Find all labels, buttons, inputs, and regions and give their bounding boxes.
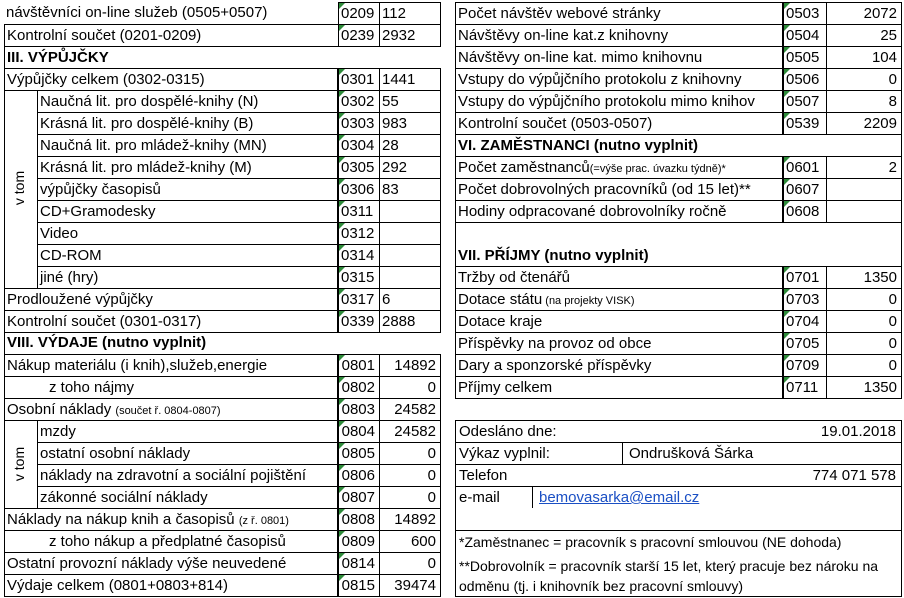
row-label: Počet návštěv webové stránky <box>455 2 783 25</box>
row-value[interactable]: 0 <box>379 486 441 509</box>
row-code: 0608 <box>783 200 827 223</box>
row-value[interactable]: 600 <box>379 530 441 553</box>
row-label <box>455 288 783 311</box>
row-code: 0314 <box>338 244 380 267</box>
row-label-main: Příjmy celkem <box>458 379 553 396</box>
row-value[interactable]: 0 <box>826 332 902 355</box>
row-value[interactable] <box>826 178 902 201</box>
row-value[interactable]: 8 <box>826 90 902 113</box>
row-value[interactable] <box>379 266 441 289</box>
row-label-main: Tržby od čtenářů <box>458 269 570 286</box>
row-code: 0339 <box>338 310 380 333</box>
row-code: 0304 <box>338 134 380 157</box>
row-code: 0803 <box>338 398 380 421</box>
row-code: 0808 <box>338 508 380 531</box>
row-value[interactable]: 24582 <box>379 398 441 421</box>
row-label-main: Dary a sponzorské příspěvky <box>458 357 652 374</box>
row-code: 0539 <box>783 112 827 135</box>
author-name[interactable]: Ondrušková Šárka <box>622 443 900 464</box>
row-value[interactable]: 983 <box>379 112 441 135</box>
sent-date[interactable]: 19.01.2018 <box>820 423 896 440</box>
row-value[interactable]: 0 <box>379 464 441 487</box>
row-label-main: Náklady na nákup knih a časopisů <box>7 511 235 528</box>
row-code: 0312 <box>338 222 380 245</box>
row-label-main: Příspěvky na provoz od obce <box>458 335 652 352</box>
section-heading-zamestnanci: VI. ZAMĚSTNANCI (nutno vyplnit) <box>455 134 902 157</box>
section-heading-vypujcky: III. VÝPŮJČKY <box>4 46 441 69</box>
row-label: mzdy <box>37 420 338 443</box>
row-code: 0315 <box>338 266 380 289</box>
row-code: 0801 <box>338 354 380 377</box>
row-value[interactable]: 2888 <box>379 310 441 333</box>
row-value[interactable] <box>379 222 441 245</box>
row-label <box>455 354 783 377</box>
row-value[interactable]: 1350 <box>826 376 902 399</box>
row-label: Kontrolní součet (0201-0209) <box>4 24 338 47</box>
row-value[interactable]: 24582 <box>379 420 441 443</box>
row-label-note: (z ř. 0801) <box>238 515 289 527</box>
row-label: Kontrolní součet (0503-0507) <box>455 112 783 135</box>
note-volunteer: **Dobrovolník = pracovník starší 15 let, který pracuje bez nároku na odměnu (tj. i knihovník bez pracovní smlouvy) <box>459 558 879 594</box>
row-value[interactable]: 0 <box>826 288 902 311</box>
row-value[interactable]: 28 <box>379 134 441 157</box>
phone-label: Telefon <box>459 467 508 484</box>
row-code: 0802 <box>338 376 380 399</box>
row-code: 0805 <box>338 442 380 465</box>
phone-value[interactable]: 774 071 578 <box>812 467 896 484</box>
row-label-note: (na projekty VISK) <box>542 295 635 307</box>
row-label: Návštěvy on-line kat.z knihovny <box>455 24 783 47</box>
row-value[interactable] <box>379 200 441 223</box>
note-employee: *Zaměstnanec = pracovník s pracovní smlouvou (NE dohoda) <box>459 534 842 550</box>
row-code: 0806 <box>338 464 380 487</box>
row-label: zákonné sociální náklady <box>37 486 338 509</box>
row-code: 0704 <box>783 310 827 333</box>
row-label-main: Dotace státu <box>458 291 543 308</box>
row-code: 0809 <box>338 530 380 553</box>
row-code: 0311 <box>338 200 380 223</box>
row-value[interactable]: 2932 <box>379 24 441 47</box>
row-value[interactable]: 0 <box>379 552 441 575</box>
section-heading-prijmy: VII. PŘÍJMY (nutno vyplnit) <box>455 222 902 266</box>
row-label: náklady na zdravotní a sociální pojištění <box>37 464 338 487</box>
row-label: Vstupy do výpůjčního protokolu z knihovny <box>455 68 783 91</box>
row-code: 0506 <box>783 68 827 91</box>
vtom-label: v tom <box>11 170 27 206</box>
row-value[interactable]: 1441 <box>379 68 441 91</box>
row-value[interactable]: 1350 <box>826 266 902 289</box>
row-code: 0705 <box>783 332 827 355</box>
vtom-label: v tom <box>11 446 27 482</box>
row-label: z toho nájmy <box>4 376 338 399</box>
row-code: 0303 <box>338 112 380 135</box>
row-label <box>455 332 783 355</box>
row-label: ostatní osobní náklady <box>37 442 338 465</box>
row-label-main: Osobní náklady <box>7 401 112 418</box>
row-value[interactable]: 6 <box>379 288 441 311</box>
row-label <box>455 156 783 179</box>
row-label: CD+Gramodesky <box>37 200 338 223</box>
section-heading-vydaje: VIII. VÝDAJE (nutno vyplnit) <box>4 332 441 355</box>
row-label <box>455 266 783 289</box>
row-label-main: Dotace kraje <box>458 313 543 330</box>
row-label <box>4 398 338 421</box>
row-code: 0503 <box>783 2 827 25</box>
row-label <box>455 376 783 399</box>
row-label-note: (součet ř. 0804-0807) <box>115 405 221 417</box>
row-label-note: (=výše prac. úvazku týdně)* <box>589 163 726 175</box>
row-value[interactable]: 55 <box>379 90 441 113</box>
row-label <box>455 310 783 333</box>
row-code: 0317 <box>338 288 380 311</box>
row-code: 0601 <box>783 156 827 179</box>
row-value[interactable]: 2209 <box>826 112 902 135</box>
row-label: Kontrolní součet (0301-0317) <box>4 310 338 333</box>
row-value[interactable]: 0 <box>379 442 441 465</box>
row-label: z toho nákup a předplatné časopisů <box>4 530 338 553</box>
row-value[interactable]: 14892 <box>379 354 441 377</box>
sent-label: Odesláno dne: <box>459 423 557 440</box>
row-value[interactable] <box>379 244 441 267</box>
row-code: 0807 <box>338 486 380 509</box>
row-label: Krásná lit. pro mládež-knihy (M) <box>37 156 338 179</box>
row-code: 0306 <box>338 178 380 201</box>
row-label: Naučná lit. pro mládež-knihy (MN) <box>37 134 338 157</box>
row-code: 0504 <box>783 24 827 47</box>
row-code: 0814 <box>338 552 380 575</box>
row-value[interactable]: 104 <box>826 46 902 69</box>
row-value[interactable] <box>826 200 902 223</box>
row-label: Naučná lit. pro dospělé-knihy (N) <box>37 90 338 113</box>
row-label: Vstupy do výpůjčního protokolu mimo knihov <box>455 90 783 113</box>
row-value[interactable]: 25 <box>826 24 902 47</box>
row-code: 0701 <box>783 266 827 289</box>
row-label: výpůjčky časopisů <box>37 178 338 201</box>
row-label <box>4 508 338 531</box>
row-label: Ostatní provozní náklady výše neuvedené <box>4 552 338 575</box>
row-code: 0703 <box>783 288 827 311</box>
row-code: 0804 <box>338 420 380 443</box>
row-code: 0815 <box>338 574 380 597</box>
row-code: 0607 <box>783 178 827 201</box>
row-value[interactable]: 2 <box>826 156 902 179</box>
row-label: Krásná lit. pro dospělé-knihy (B) <box>37 112 338 135</box>
row-value[interactable]: 39474 <box>379 574 441 597</box>
row-code: 0305 <box>338 156 380 179</box>
row-label: Prodloužené výpůjčky <box>4 288 338 311</box>
row-code: 0302 <box>338 90 380 113</box>
row-value[interactable]: 0 <box>379 376 441 399</box>
row-label-main: Počet zaměstnanců <box>458 159 590 176</box>
row-code: 0209 <box>338 2 380 25</box>
row-value[interactable]: 83 <box>379 178 441 201</box>
row-value[interactable]: 2072 <box>826 2 902 25</box>
row-code: 0505 <box>783 46 827 69</box>
author-label: Výkaz vyplnil: <box>459 445 550 462</box>
row-label: Počet dobrovolných pracovníků (od 15 let)** <box>455 178 783 201</box>
row-label: jiné (hry) <box>37 266 338 289</box>
email-cell <box>532 487 900 508</box>
row-value[interactable]: 14892 <box>379 508 441 531</box>
row-label: návštěvníci on-line služeb (0505+0507) <box>6 4 268 21</box>
row-code: 0709 <box>783 354 827 377</box>
email-label: e-mail <box>459 489 500 506</box>
row-label: Video <box>37 222 338 245</box>
row-value[interactable]: 112 <box>379 2 441 25</box>
row-code: 0711 <box>783 376 827 399</box>
row-label: Návštěvy on-line kat. mimo knihovnu <box>455 46 783 69</box>
email-link[interactable]: bemovasarka@email.cz <box>539 489 700 506</box>
row-label: Nákup materiálu (i knih),služeb,energie <box>4 354 338 377</box>
row-label: Hodiny odpracované dobrovolníky ročně <box>455 200 783 223</box>
row-label: Výpůjčky celkem (0302-0315) <box>4 68 338 91</box>
row-code: 0507 <box>783 90 827 113</box>
row-value[interactable]: 0 <box>826 68 902 91</box>
row-label: Výdaje celkem (0801+0803+814) <box>4 574 338 597</box>
row-code: 0239 <box>338 24 380 47</box>
row-label: CD-ROM <box>37 244 338 267</box>
row-value[interactable]: 292 <box>379 156 441 179</box>
row-value[interactable]: 0 <box>826 310 902 333</box>
row-value[interactable]: 0 <box>826 354 902 377</box>
row-code: 0301 <box>338 68 380 91</box>
